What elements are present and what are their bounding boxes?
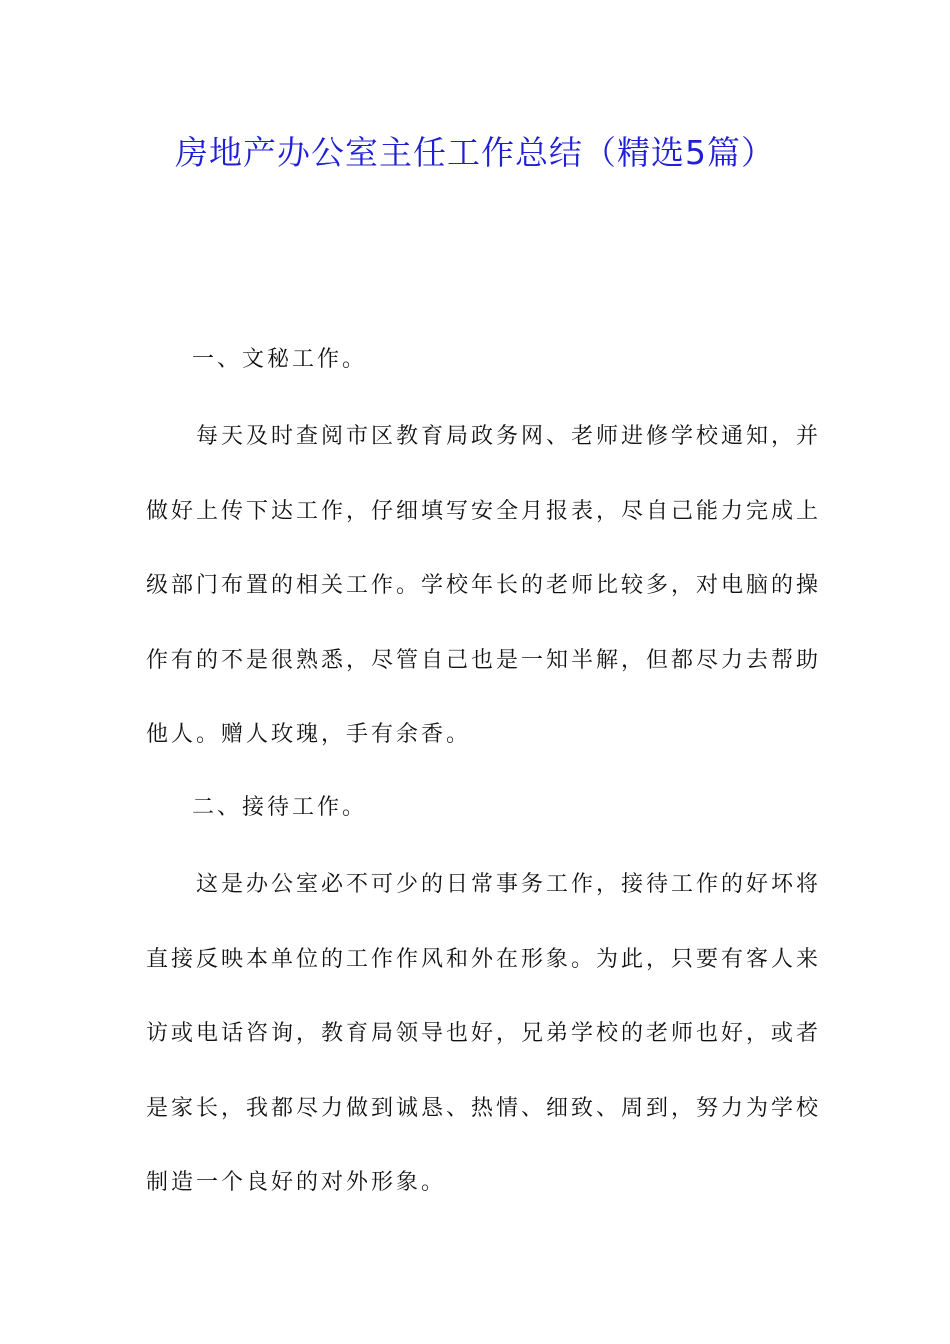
paragraph-line: 访或电话咨询，教育局领导也好，兄弟学校的老师也好，或者 <box>146 1021 822 1046</box>
paragraph-line: 是家长，我都尽力做到诚恳、热情、细致、周到，努力为学校 <box>146 1095 822 1121</box>
paragraph-line: 他人。赠人玫瑰，手有余香。 <box>146 722 472 747</box>
paragraph-line: 作有的不是很熟悉，尽管自己也是一知半解，但都尽力去帮助 <box>146 647 822 673</box>
paragraph-line: 级部门布置的相关工作。学校年长的老师比较多，对电脑的操 <box>146 573 822 598</box>
section-heading-reception: 二、接待工作。 <box>192 795 368 820</box>
paragraph-line: 每天及时查阅市区教育局政务网、老师进修学校通知，并 <box>196 424 822 449</box>
paragraph-line: 直接反映本单位的工作作风和外在形象。为此，只要有客人来 <box>146 946 822 972</box>
section-heading-secretarial: 一、文秘工作。 <box>192 347 368 372</box>
paragraph-line: 制造一个良好的对外形象。 <box>146 1170 447 1195</box>
paragraph-secretarial <box>146 417 822 790</box>
document-title: 房地产办公室主任工作总结（精选5篇） <box>175 133 775 172</box>
paragraph-line: 这是办公室必不可少的日常事务工作，接待工作的好坏将 <box>196 872 822 897</box>
paragraph-line: 做好上传下达工作，仔细填写安全月报表，尽自己能力完成上 <box>146 498 822 524</box>
paragraph-reception <box>146 865 822 1238</box>
